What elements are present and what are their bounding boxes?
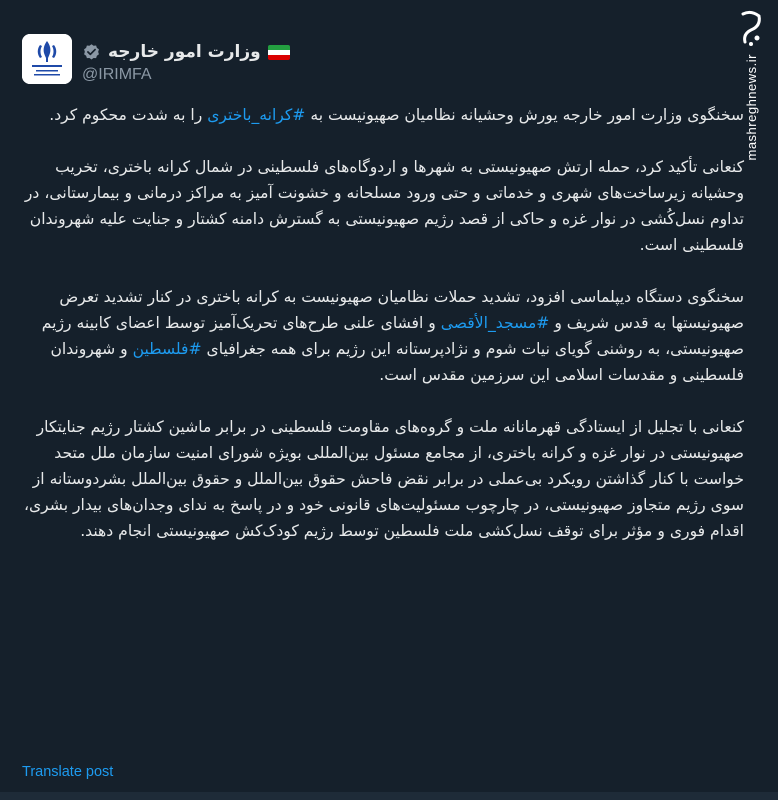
post-paragraph bbox=[20, 284, 744, 388]
translate-post-link[interactable]: Translate post bbox=[22, 764, 114, 780]
mashregh-logo-icon bbox=[737, 8, 765, 48]
post-text: کنعانی تأکید کرد، حمله ارتش صهیونیستی به شهرها و اردوگاه‌های فلسطینی در شمال کرانه باختری، تخریب وحشیانه زیرساخت‌های شهری و خدماتی و حتی ورود مسلحانه و خشونت آمیز به مراکز درمانی و بیمارستانی، در تداوم نسل‌کُشی در نوار غزه و حاکی از قصد رژیم صهیونیستی به گسترش دامنه کشتار و جنایت علیه شهروندان فلسطینی است. bbox=[24, 158, 744, 254]
post-text: سخنگوی وزارت امور خارجه یورش وحشیانه نظامیان صهیونیست به bbox=[305, 106, 744, 124]
watermark-text: mashreghnews.ir bbox=[743, 54, 759, 161]
post-body bbox=[20, 102, 744, 544]
post-text: سخنگوی دستگاه دیپلماسی افزود، تشدید حملات نظامیان صهیونیست به کرانه باختری در کنار تشدید تعرض صهیونیستها به قدس شریف و bbox=[59, 288, 744, 332]
post-text: کنعانی با تجلیل از ایستادگی قهرمانانه ملت و گروه‌های مقاومت فلسطینی در برابر ماشین کشتار رژیم جنایتکار صهیونیستی در نوار غزه و کرانه باختری، از مجامع مسئول بین‌المللی بویژه شورای امنیت سازمان ملل متحد خواست با کنار گذاشتن رویکرد بی‌عملی در برابر نقض فاحش حقوق بین‌الملل و حقوق بین‌الملل بشردوستانه از سوی رژیم متجاوز صهیونیستی، در چارچوب مسئولیت‌های قانونی خود و در پاسخ به ندای وجدان‌های بیدار بشری، اقدام فوری و مؤثر برای توقف نسل‌کشی ملت فلسطین توسط رژیم کودک‌کش صهیونیستی انجام دهند. bbox=[23, 418, 744, 540]
post-text: و شهروندان فلسطینی و مقدسات اسلامی این سرزمین مقدس است. bbox=[50, 340, 744, 384]
post-text: و افشای علنی طرح‌های تحریک‌آمیز توسط اعضای کابینه رژیم صهیونیستی، به روشنی گویای نیات شوم و نژادپرستانه این رژیم برای همه جغرافیای bbox=[41, 314, 744, 358]
iran-emblem-icon bbox=[22, 34, 72, 84]
hashtag-link[interactable]: #فلسطین bbox=[132, 340, 202, 358]
author-row[interactable] bbox=[82, 40, 290, 64]
handle[interactable]: @IRIMFA bbox=[82, 66, 152, 83]
divider bbox=[0, 792, 778, 800]
hashtag-link[interactable]: #کرانه_باختری bbox=[207, 106, 306, 124]
post-paragraph bbox=[20, 414, 744, 544]
hashtag-link[interactable]: #مسجد_الأقصی bbox=[440, 314, 550, 332]
post-text: را به شدت محکوم کرد. bbox=[49, 106, 208, 124]
verified-badge-icon bbox=[82, 43, 101, 62]
post-paragraph bbox=[20, 102, 744, 128]
display-name[interactable]: وزارت امور خارجه bbox=[108, 42, 261, 62]
avatar[interactable] bbox=[22, 34, 72, 84]
iran-flag-icon bbox=[268, 45, 290, 60]
post-paragraph bbox=[20, 154, 744, 258]
